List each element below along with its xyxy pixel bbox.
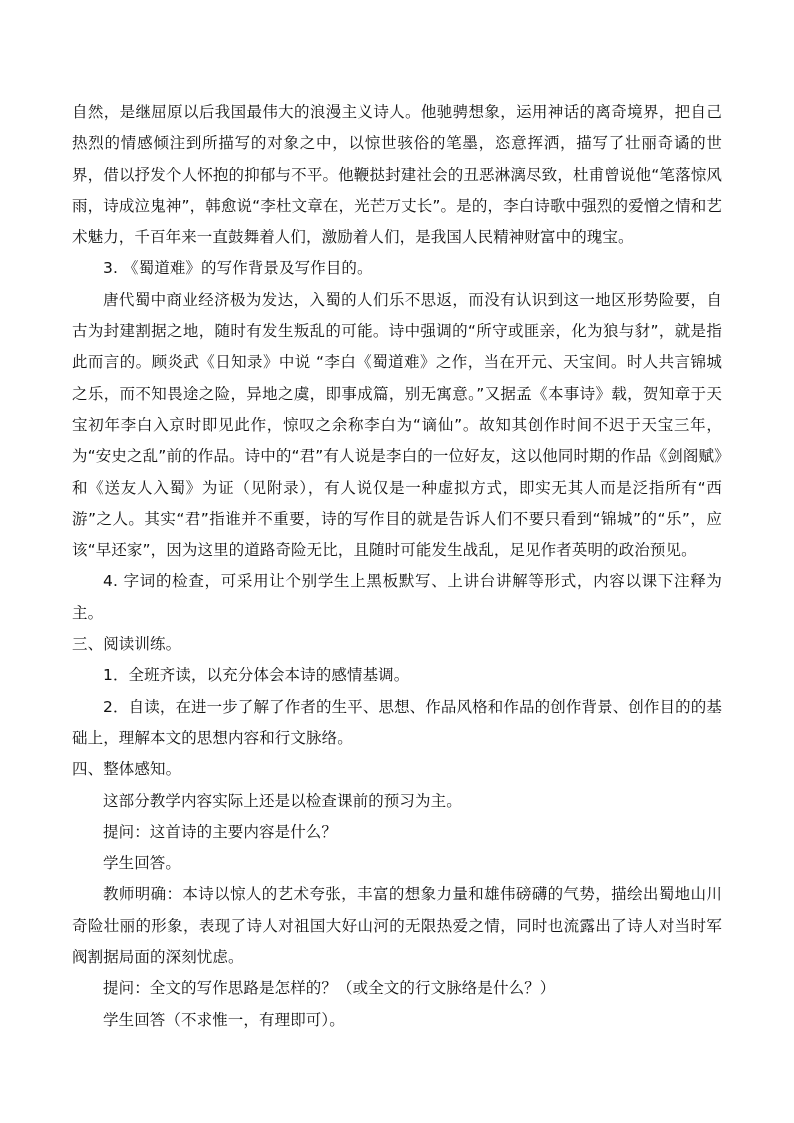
paragraph-teaching-content: 这部分教学内容实际上还是以检查课前的预习为主。	[103, 791, 462, 810]
heading-item-4: 4. 字词的检查，可采用让个别学生上黑板默写、上讲台讲解等形式，内容以课下注释为主。	[72, 572, 722, 622]
paragraph-libai-romanticism: 自然，是继屈原以后我国最伟大的浪漫主义诗人。他驰骋想象，运用神话的离奇境界，把自己热烈的情感倾注到所描写的对象之中，以惊世骇俗的笔墨，恣意挥洒，描写了壮丽奇谲的世界，借以抒发个人怀抱的抑郁与不平。他鞭挞封建社会的丑恶淋漓尽致，杜甫曾说他“笔落惊风雨，诗成泣鬼神”，韩愈说“李杜文章在，光芒万丈长”。是的，李白诗歌中强烈的爱憎之情和艺术魅力，千百年来一直鼓舞着人们，激励着人们，是我国人民精神财富中的瑰宝。	[72, 103, 722, 247]
question-2: 提问：全文的写作思路是怎样的？（或全文的行文脉络是什么？）	[103, 979, 556, 998]
paragraph-background: 唐代蜀中商业经济极为发达，入蜀的人们乐不思返，而没有认识到这一地区形势险要，自古为封建割据之地，随时有发生叛乱的可能。诗中强调的“所守或匪亲，化为狼与豺”，就是指此而言的。顾炎武《日知录》中说 “李白《蜀道难》之作，当在开元、天宝间。时人共言锦城之乐，而不知畏途之险，异地之虞，即事成篇，别无寓意。”又据孟《本事诗》载，贺知章于天宝初年李白入京时即见此作，惊叹之余称李白为“谪仙”。故知其创作时间不迟于天宝三年，为“安史之乱”前的作品。诗中的“君”有人说是李白的一位好友，这以他同时期的作品《剑阁赋》和《送友人入蜀》为证（见附录），有人说仅是一种虚拟方式，即实无其人而是泛指所有“西游”之人。其实“君”指谁并不重要，诗的写作目的就是告诉人们不要只看到“锦城”的“乐”，应该“早还家”，因为这里的道路奇险无比，且随时可能发生战乱，足见作者英明的政治预见。	[72, 290, 722, 560]
section-heading-4: 四、整体感知。	[72, 760, 182, 779]
teacher-clarification: 教师明确：本诗以惊人的艺术夸张，丰富的想象力量和雄伟磅礴的气势，描绘出蜀地山川奇险壮丽的形象，表现了诗人对祖国大好山河的无限热爱之情，同时也流露出了诗人对当时军阀割据局面的深刻忧虑。	[72, 885, 722, 967]
question-1: 提问：这首诗的主要内容是什么？	[103, 822, 338, 841]
heading-item-3: 3. 《蜀道难》的写作背景及写作目的。	[103, 259, 373, 278]
document-body	[72, 97, 722, 1036]
student-answer-2: 学生回答（不求惟一，有理即可）。	[103, 1010, 345, 1029]
section-heading-3: 三、阅读训练。	[72, 635, 182, 654]
reading-item-1: 1．全班齐读，以充分体会本诗的感情基调。	[103, 666, 410, 685]
student-answer-1: 学生回答。	[103, 854, 182, 873]
reading-item-2: 2．自读，在进一步了解了作者的生平、思想、作品风格和作品的创作背景、创作目的的基础上，理解本文的思想内容和行文脉络。	[72, 697, 722, 747]
